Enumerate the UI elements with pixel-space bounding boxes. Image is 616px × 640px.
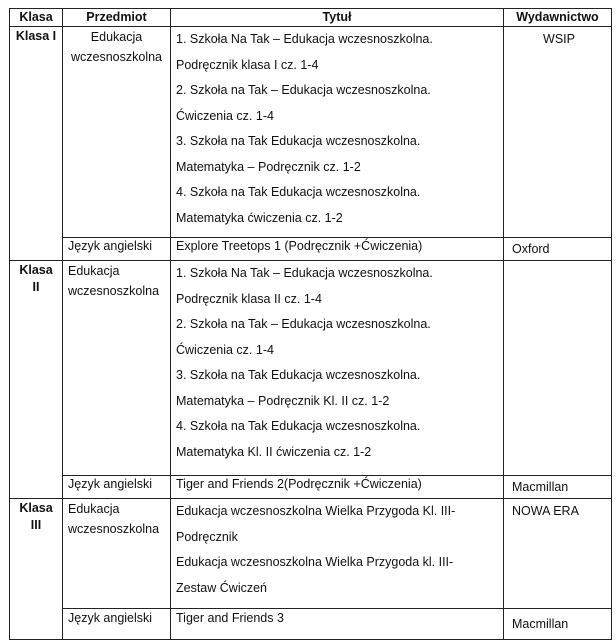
publisher-cell: Macmillan: [504, 609, 612, 640]
title-line: 2. Szkoła na Tak – Edukacja wczesnoszkolna.: [176, 83, 431, 97]
publisher-cell: Macmillan: [504, 476, 612, 499]
header-row: [10, 9, 612, 27]
table-row: [10, 238, 612, 261]
title-line: Podręcznik klasa I cz. 1-4: [176, 57, 319, 72]
grade-cell: Klasa II: [10, 261, 63, 499]
title-cell: [171, 27, 504, 238]
publisher-cell: WSIP: [504, 27, 612, 238]
title-cell: [171, 499, 504, 609]
title-cell: Tiger and Friends 2(Podręcznik +Ćwiczenia): [171, 476, 504, 499]
subject-cell: Język angielski: [63, 609, 171, 640]
title-line: Ćwiczenia cz. 1-4: [176, 108, 274, 123]
subject-cell: Język angielski: [63, 238, 171, 261]
title-line: Podręcznik: [176, 529, 238, 544]
header-klasa: Klasa: [10, 9, 63, 27]
table-row: [10, 499, 612, 609]
title-line: Matematyka Kl. II ćwiczenia cz. 1-2: [176, 444, 372, 459]
title-line: Podręcznik klasa II cz. 1-4: [176, 291, 322, 306]
title-line: 4. Szkoła na Tak Edukacja wczesnoszkolna.: [176, 185, 421, 199]
grade-cell: Klasa I: [10, 27, 63, 261]
publisher-cell: NOWA ERA: [504, 499, 612, 609]
subject-cell: Edukacja wczesnoszkolna: [63, 27, 171, 238]
title-line: Edukacja wczesnoszkolna Wielka Przygoda kl. III-: [176, 555, 454, 569]
title-line: Matematyka – Podręcznik Kl. II cz. 1-2: [176, 393, 390, 408]
title-line: Ćwiczenia cz. 1-4: [176, 342, 274, 357]
title-line: Zestaw Ćwiczeń: [176, 580, 267, 595]
table-row: [10, 261, 612, 476]
title-cell: Explore Treetops 1 (Podręcznik +Ćwiczenia): [171, 238, 504, 261]
subject-cell: Edukacja wczesnoszkolna: [63, 261, 171, 476]
table-row: [10, 27, 612, 238]
title-cell: Tiger and Friends 3: [171, 609, 504, 640]
title-line: 1. Szkoła Na Tak – Edukacja wczesnoszkolna.: [176, 266, 433, 280]
title-line: Matematyka ćwiczenia cz. 1-2: [176, 210, 343, 225]
title-line: 4. Szkoła na Tak Edukacja wczesnoszkolna.: [176, 419, 421, 433]
textbook-table: [9, 8, 612, 640]
subject-cell: Język angielski: [63, 476, 171, 499]
title-line: 3. Szkoła na Tak Edukacja wczesnoszkolna.: [176, 134, 421, 148]
title-line: 1. Szkoła Na Tak – Edukacja wczesnoszkolna.: [176, 32, 433, 46]
subject-cell: Edukacja wczesnoszkolna: [63, 499, 171, 609]
title-cell: [171, 261, 504, 476]
title-line: Matematyka – Podręcznik cz. 1-2: [176, 159, 361, 174]
title-line: 2. Szkoła na Tak – Edukacja wczesnoszkolna.: [176, 317, 431, 331]
table-row: [10, 609, 612, 640]
publisher-cell: [504, 261, 612, 476]
title-line: 3. Szkoła na Tak Edukacja wczesnoszkolna.: [176, 368, 421, 382]
header-wydawnictwo: Wydawnictwo: [504, 9, 612, 27]
publisher-cell: Oxford: [504, 238, 612, 261]
grade-cell: Klasa III: [10, 499, 63, 640]
title-line: Edukacja wczesnoszkolna Wielka Przygoda Kl. III-: [176, 504, 456, 518]
table-row: [10, 476, 612, 499]
header-przedmiot: Przedmiot: [63, 9, 171, 27]
header-tytul: Tytuł: [171, 9, 504, 27]
